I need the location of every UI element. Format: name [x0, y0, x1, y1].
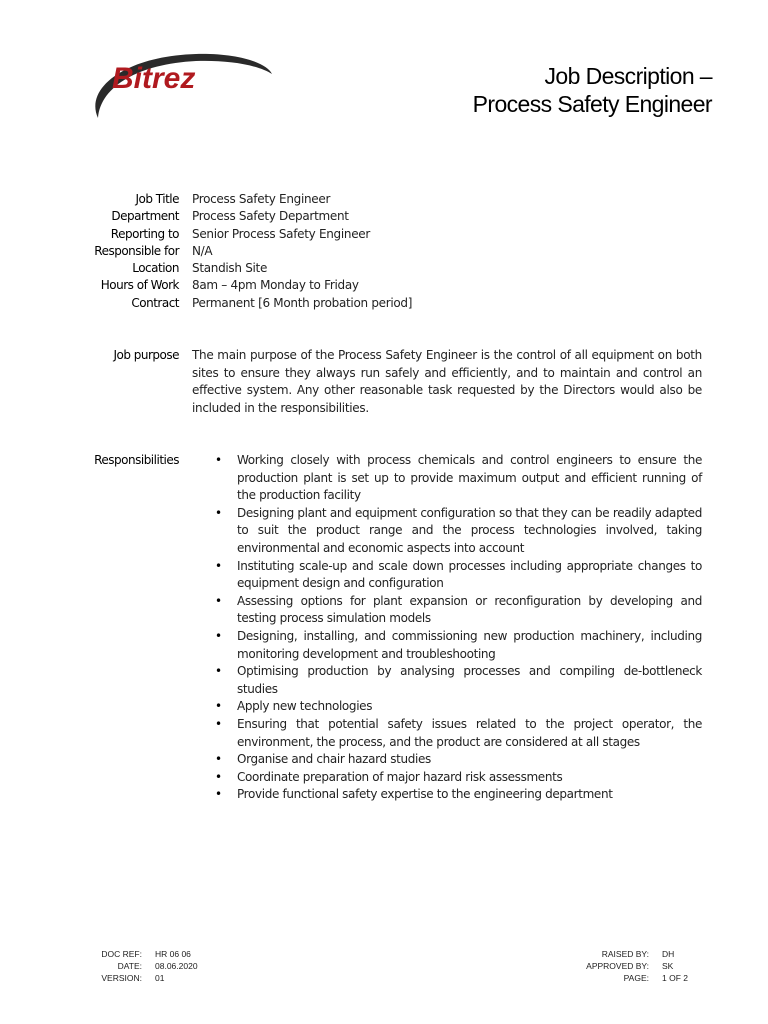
bullet-icon: •: [215, 453, 222, 467]
detail-value: N/A: [192, 243, 213, 258]
list-item: [192, 698, 702, 716]
footer-value: 08.06.2020: [155, 961, 198, 971]
bullet-icon: •: [215, 752, 222, 767]
footer-row: [100, 948, 198, 960]
list-item-text: Designing plant and equipment configuration so that they can be readily adapted to suit the product range and the process technologies involved, taking environmental and economic aspects into account: [237, 505, 702, 555]
list-item: [192, 628, 702, 663]
footer-value: SK: [662, 961, 674, 971]
bullet-icon: •: [215, 769, 222, 784]
footer-value: DH: [662, 949, 675, 959]
job-details: [60, 191, 720, 312]
detail-label: Hours of Work: [100, 278, 179, 293]
list-item: [192, 786, 702, 804]
bullet-icon: •: [215, 558, 222, 573]
bullet-icon: •: [215, 628, 222, 643]
detail-row-responsible-for: [60, 243, 720, 260]
detail-value: Senior Process Safety Engineer: [192, 226, 371, 241]
list-item-text: Optimising production by analysing processes and compiling de-bottleneck studies: [237, 664, 702, 696]
list-item: [192, 769, 702, 787]
bullet-icon: •: [215, 664, 222, 679]
job-purpose-text: The main purpose of the Process Safety Engineer is the control of all equipment on both sites to ensure they always run safely and efficiently, and to maintain and control an effective system. Any other reasonable task requested by the Directors would also be included in the responsibilities.: [192, 348, 702, 415]
company-logo: [86, 48, 276, 130]
detail-label: Reporting to: [110, 226, 179, 241]
bullet-icon: •: [215, 787, 222, 802]
list-item-text: Working closely with process chemicals and control engineers to ensure the production plant is set up to provide maximum output and efficient running of the production facility: [237, 453, 702, 503]
list-item: [192, 593, 702, 628]
list-item-text: Apply new technologies: [237, 699, 373, 714]
footer-key: RAISED BY:: [601, 949, 649, 959]
detail-row-job-title: [60, 191, 720, 208]
bullet-icon: •: [215, 716, 222, 731]
list-item-text: Provide functional safety expertise to the engineering department: [237, 787, 613, 802]
footer-row: [585, 960, 688, 972]
logo-wordmark: Bitrez: [112, 62, 196, 95]
footer-row: [585, 948, 688, 960]
list-item-text: Instituting scale-up and scale down processes including appropriate changes to equipment design and configuration: [237, 558, 702, 591]
detail-value: Permanent [6 Month probation period]: [192, 295, 413, 310]
bullet-icon: •: [215, 699, 222, 714]
footer-document-info: [100, 948, 198, 984]
list-item: [192, 716, 702, 751]
detail-row-reporting-to: [60, 226, 720, 243]
detail-value: Standish Site: [192, 261, 268, 276]
section-label: Responsibilities: [94, 453, 179, 467]
footer-key: APPROVED BY:: [586, 961, 649, 971]
detail-label: Location: [132, 261, 179, 276]
list-item: [192, 505, 702, 558]
footer-key: VERSION:: [101, 973, 142, 983]
footer-key: PAGE:: [623, 973, 649, 983]
logo-graphic: [86, 48, 276, 130]
responsibilities-section: [60, 452, 702, 804]
footer-value: HR 06 06: [155, 949, 191, 959]
title-line-1: Job Description –: [544, 63, 712, 89]
detail-label: Job Title: [135, 192, 179, 206]
detail-label: Responsible for: [94, 243, 179, 258]
detail-value: Process Safety Department: [192, 209, 349, 224]
detail-row-hours: [60, 277, 720, 294]
footer-key: DOC REF:: [101, 949, 142, 959]
bullet-icon: •: [215, 593, 222, 608]
detail-value: Process Safety Engineer: [192, 192, 331, 206]
list-item: [192, 558, 702, 593]
list-item-text: Ensuring that potential safety issues related to the project operator, the environment, the process, and the product are considered at all stages: [237, 716, 702, 749]
footer-row: [585, 972, 688, 984]
detail-row-department: [60, 208, 720, 225]
footer-key: DATE:: [117, 961, 142, 971]
list-item: [192, 751, 702, 769]
footer-row: [100, 972, 198, 984]
detail-label: Contract: [131, 295, 179, 310]
list-item-text: Organise and chair hazard studies: [237, 752, 431, 767]
footer-approval-info: [585, 948, 688, 984]
detail-value: 8am – 4pm Monday to Friday: [192, 278, 359, 293]
footer-value: 1 OF 2: [662, 973, 688, 983]
list-item: [192, 452, 702, 505]
job-purpose-section: [60, 347, 702, 417]
list-item-text: Coordinate preparation of major hazard risk assessments: [237, 769, 563, 784]
list-item-text: Assessing options for plant expansion or reconfiguration by developing and testing process simulation models: [237, 593, 702, 626]
footer-row: [100, 960, 198, 972]
section-label: Job purpose: [113, 348, 179, 362]
title-line-2: Process Safety Engineer: [472, 91, 712, 117]
document-title: [473, 62, 712, 118]
footer-value: 01: [155, 973, 165, 983]
detail-row-contract: [60, 295, 720, 312]
list-item-text: Designing, installing, and commissioning new production machinery, including monitoring development and troubleshooting: [237, 628, 702, 661]
list-item: [192, 663, 702, 698]
responsibilities-list: [192, 452, 702, 804]
bullet-icon: •: [215, 505, 222, 520]
detail-label: Department: [111, 209, 179, 224]
detail-row-location: [60, 260, 720, 277]
